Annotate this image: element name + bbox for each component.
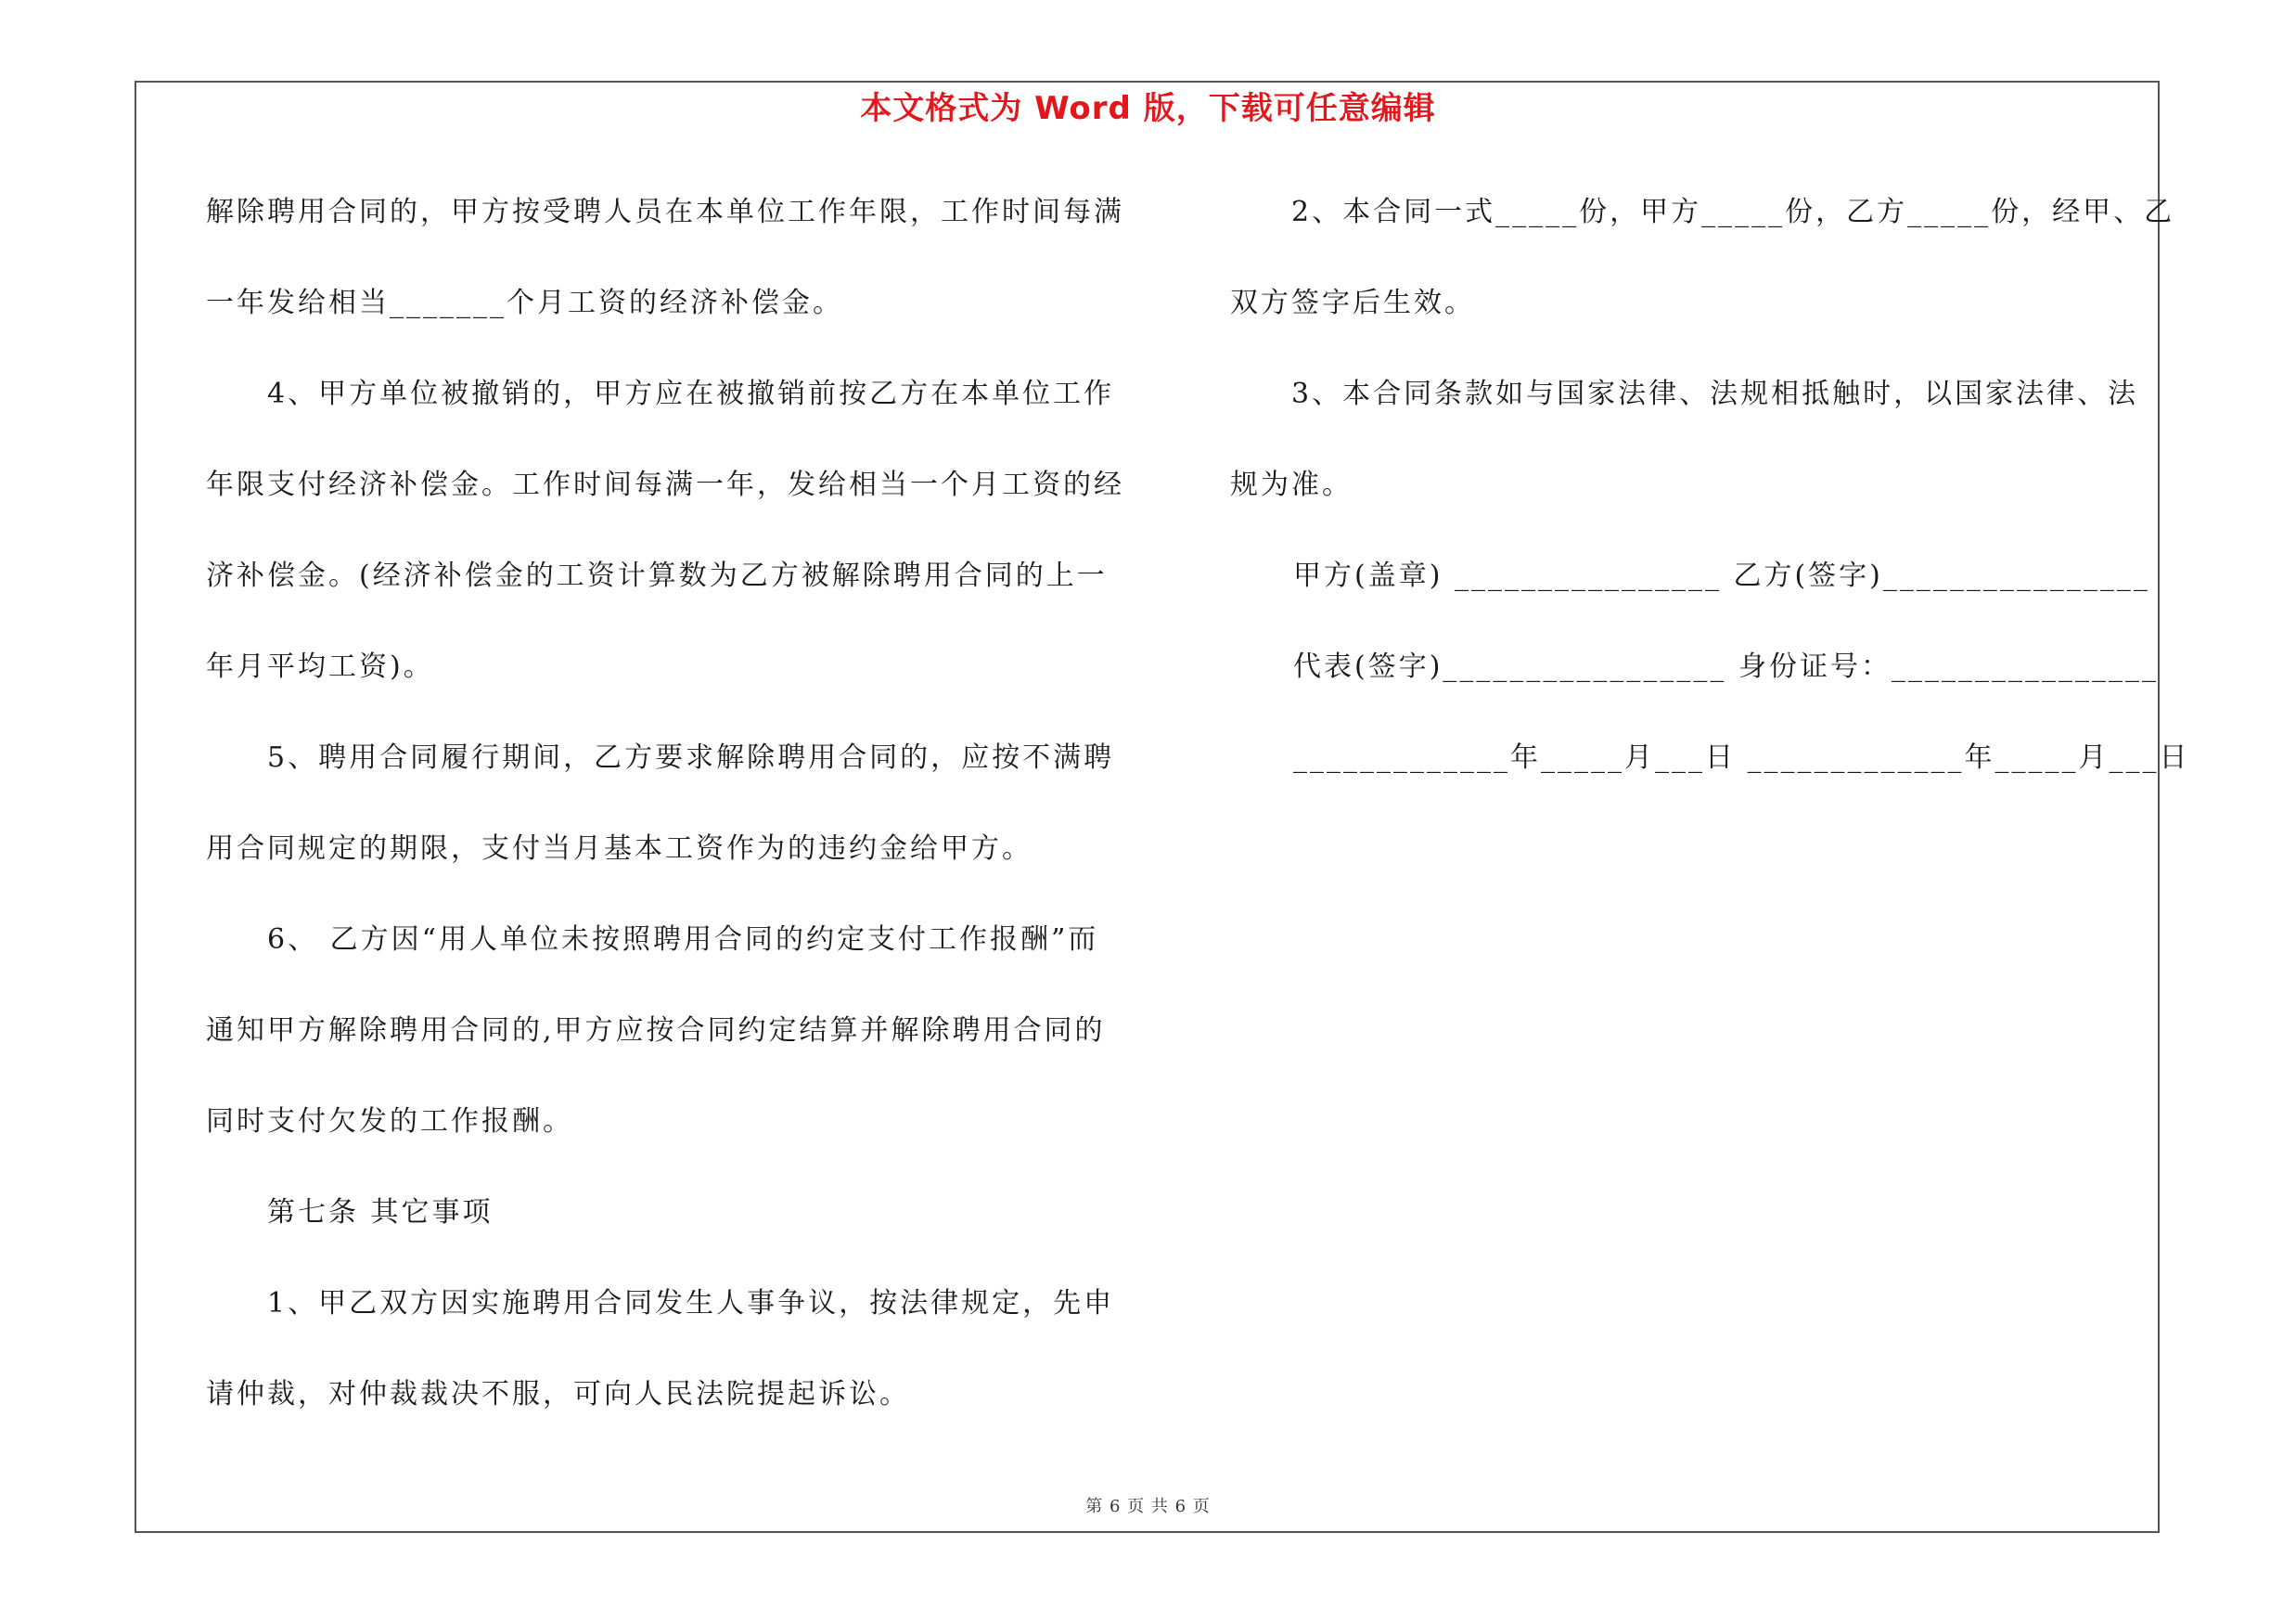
text-line: 年月平均工资)。	[206, 650, 434, 683]
text-line: 2、本合同一式_____份，甲方_____份，乙方_____份，经甲、乙	[1291, 196, 2175, 228]
signature-date-line: _____________年_____月___日 _____________年_____月___日	[1293, 741, 2190, 774]
text-line: 同时支付欠发的工作报酬。	[206, 1105, 573, 1138]
text-line: 5、聘用合同履行期间，乙方要求解除聘用合同的，应按不满聘	[267, 741, 1115, 774]
text-line: 1、甲乙双方因实施聘用合同发生人事争议，按法律规定，先申	[267, 1287, 1115, 1320]
text-line: 解除聘用合同的，甲方按受聘人员在本单位工作年限，工作时间每满	[206, 196, 1124, 228]
page-number-footer: 第 6 页 共 6 页	[1085, 1497, 1211, 1516]
text-line: 通知甲方解除聘用合同的,甲方应按合同约定结算并解除聘用合同的	[206, 1014, 1106, 1047]
right-column	[1230, 184, 2190, 820]
text-line: 年限支付经济补偿金。工作时间每满一年，发给相当一个月工资的经	[206, 469, 1124, 501]
text-line: 用合同规定的期限，支付当月基本工资作为的违约金给甲方。	[206, 832, 1033, 865]
text-line: 请仲裁，对仲裁裁决不服，可向人民法院提起诉讼。	[206, 1378, 910, 1410]
text-line: 济补偿金。(经济补偿金的工资计算数为乙方被解除聘用合同的上一	[206, 560, 1108, 592]
format-banner: 本文格式为 Word 版，下载可任意编辑	[860, 90, 1436, 127]
text-line: 6、 乙方因“用人单位未按照聘用合同的约定支付工作报酬”而	[267, 923, 1099, 956]
section-heading: 第七条 其它事项	[267, 1196, 494, 1229]
text-line: 双方签字后生效。	[1230, 287, 1475, 319]
text-line: 规为准。	[1230, 469, 1353, 501]
signature-party-line: 甲方(盖章) ________________ 乙方(签字)________________	[1293, 560, 2150, 592]
left-column	[206, 184, 1143, 1457]
text-line: 3、本合同条款如与国家法律、法规相抵触时，以国家法律、法	[1291, 378, 2139, 410]
text-line: 4、甲方单位被撤销的，甲方应在被撤销前按乙方在本单位工作	[267, 378, 1115, 410]
text-line: 一年发给相当_______个月工资的经济补偿金。	[206, 287, 843, 319]
signature-representative-line: 代表(签字)_________________ 身份证号：________________	[1293, 650, 2159, 683]
